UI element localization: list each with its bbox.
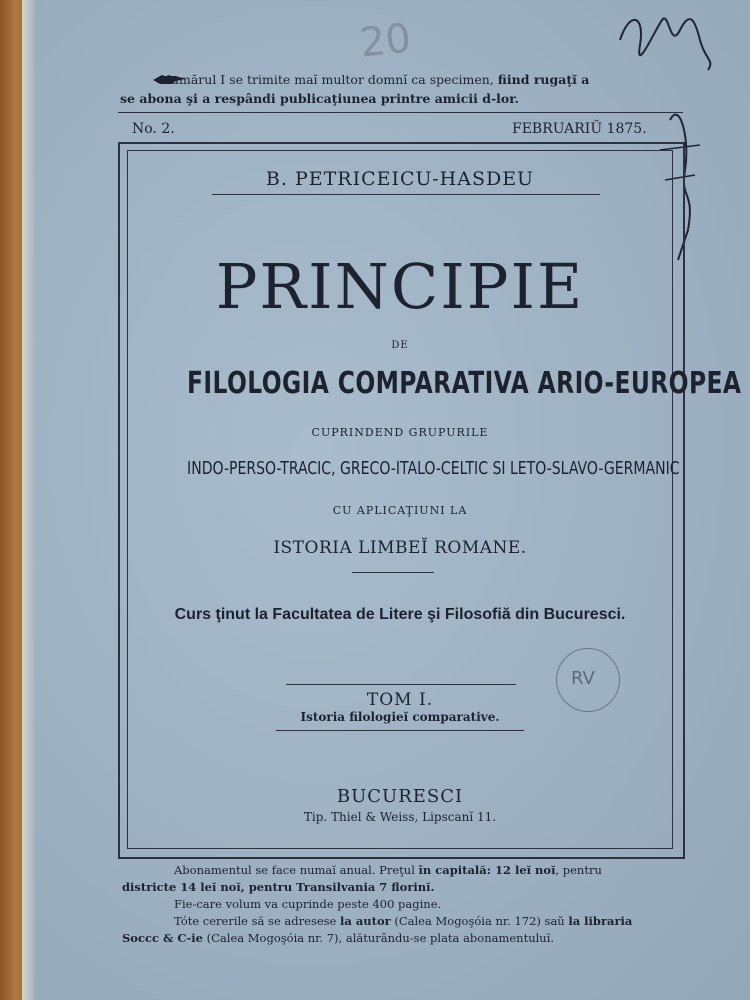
notice-line1: Numărul I se trimite maĭ multor domnĭ ca specimen,	[160, 72, 498, 87]
applications-intro: CU APLICAŢIUNI LA	[332, 504, 468, 517]
groups-intro: CUPRINDEND GRUPURILE	[311, 426, 489, 439]
issue-date: FEBRUARIŬ 1875.	[512, 121, 647, 137]
footer-line5-bold: Soccc & C-ie	[122, 931, 203, 945]
tome-rule-bottom	[276, 730, 524, 731]
stamp-text: RV	[571, 668, 595, 689]
footer-line2: districte 14 leĭ noĭ, pentru Transilvania 7 florinĭ.	[122, 880, 435, 894]
footer-line4-bold2: la libraria	[568, 914, 633, 928]
language-groups: INDO-PERSO-TRACIC, GRECO-ITALO-CELTIC SI LETO-SLAVO-GERMANIC	[187, 458, 680, 479]
title-connector: DE	[391, 340, 409, 351]
library-stamp	[556, 648, 620, 712]
history-line: ISTORIA LIMBEĬ ROMANE.	[273, 538, 527, 558]
publication-city: BUCURESCI	[336, 786, 464, 807]
short-rule	[352, 572, 434, 573]
footer-line4-bold1: la autor	[340, 914, 391, 928]
author-rule	[212, 194, 600, 195]
printer-line: Tip. Thiel & Weiss, Lipscanĭ 11.	[303, 810, 497, 824]
notice-line2: se abona şi a respândi publicaţiunea printre amicii d-lor.	[120, 91, 520, 106]
subscription-notice	[120, 70, 690, 108]
footer-line4-mid: (Calea Mogoşóia nr. 172) saŭ	[390, 914, 569, 928]
book-title: PRINCIPIE	[215, 250, 585, 323]
tome-rule-top	[286, 684, 516, 685]
footer-line3: Fie-care volum va cuprinde peste 400 pagine.	[174, 897, 442, 911]
pencil-annotation: 20	[357, 15, 414, 67]
notice-line1-bold: fiind rugaţĭ a	[497, 72, 590, 87]
course-line: Curs ţinut la Facultatea de Litere şi Filosofiă din Bucuresci.	[174, 606, 626, 623]
footer-line1: Abonamentul se face numaĭ anual. Preţul	[174, 863, 419, 877]
footer-line1-end: , pentru	[555, 863, 602, 877]
subscription-footer	[122, 862, 670, 947]
author-name: B. PETRICEICU-HASDEU	[265, 168, 535, 190]
book-subtitle: FILOLOGIA COMPARATIVA ARIO-EUROPEA	[187, 366, 742, 401]
header-rule	[118, 112, 683, 113]
footer-line5: (Calea Mogoşóia nr. 7), alăturându-se plata abonamentuluĭ.	[202, 931, 555, 945]
worn-page-edge	[22, 0, 36, 1000]
tome-number: TOM I.	[366, 690, 434, 710]
issue-number: No. 2.	[132, 121, 175, 137]
footer-line1-bold: în capitală: 12 leĭ noĭ	[418, 863, 556, 877]
tome-subtitle: Istoria filologieĭ comparative.	[300, 710, 500, 724]
footer-line4: Tóte cererile să se adresese	[174, 914, 341, 928]
